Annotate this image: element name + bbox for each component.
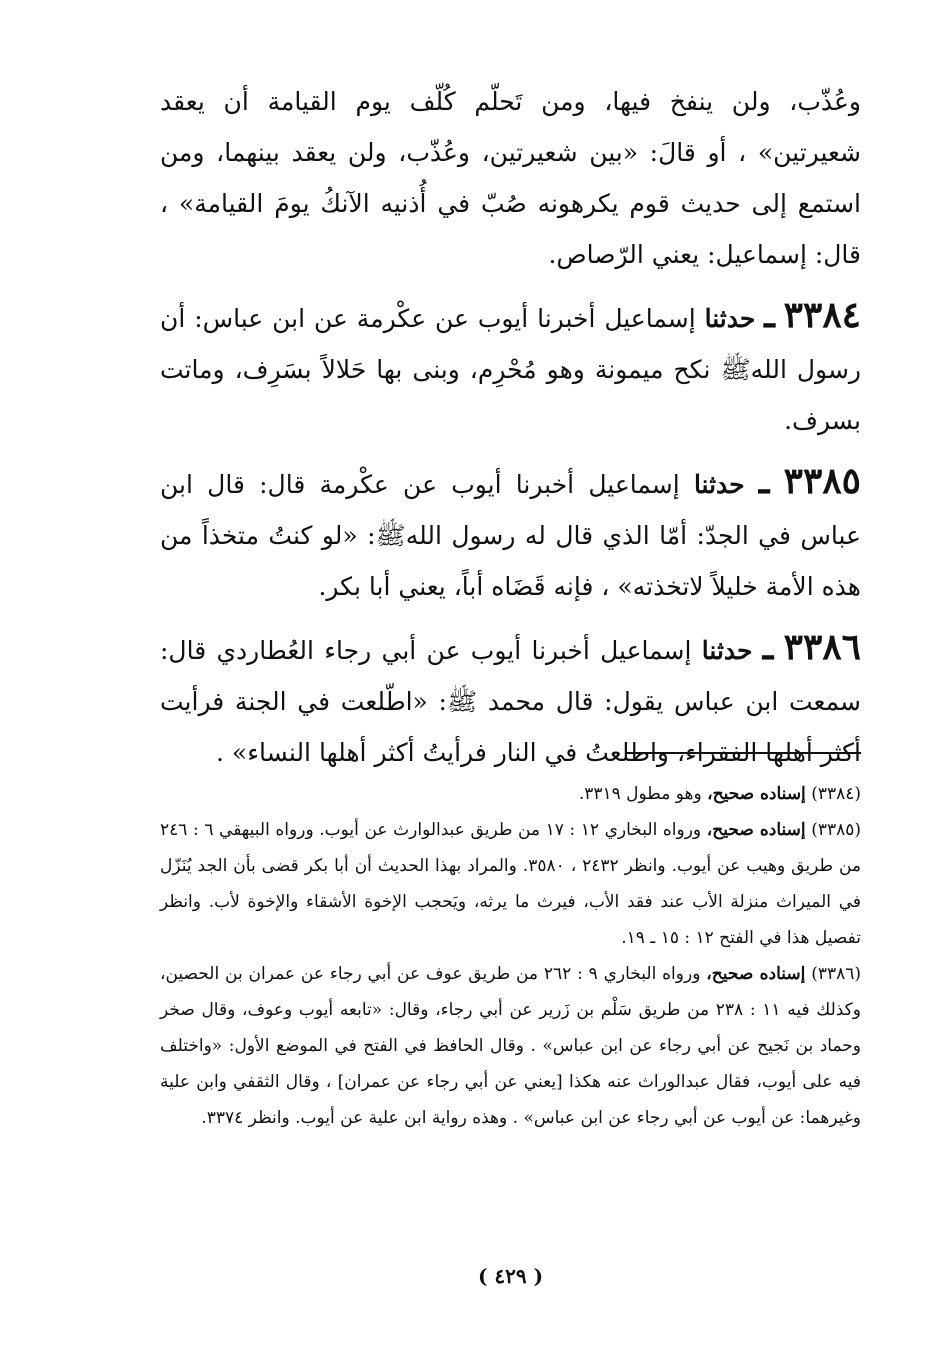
footnote-label: إسناده صحيح، [706,964,806,984]
footnote-text: وهو مطول ٣٣١٩. [578,784,702,804]
document-page [160,76,861,1303]
hadith-dash: ـ [762,626,774,668]
hadith-3386 [160,622,861,778]
footnote-3384 [160,776,861,812]
footnote-ref: (٣٣٨٥) [811,820,862,840]
hadith-number: ٣٣٨٦ [783,626,861,668]
footnote-3385 [160,812,861,956]
hadith-text: إسماعيل أخبرنا أيوب عن عكْرمة عن ابن عباس: أن رسول اللهﷺ نكح ميمونة وهو مُحْرِم، وبنى بها حَلالاً بسَرِف، وماتت بسرف. [160,304,861,435]
hadith-number: ٣٣٨٥ [783,460,861,502]
footnote-text: ورواه البخاري ٩ : ٢٦٢ من طريق عوف عن أبي رجاء عن عمران بن الحصين، وكذلك فيه ١١ : ٢٣٨ من طريق سَلْم بن زَرير عن أبي رجاء، وقال: «تابعه أيوب وعوف، وقال صخر وحماد بن نَجيح عن أبي رجاء عن ابن عباس» . وقال الحافظ في الفتح في الموضع الأول: «واختلف فيه على أيوب، فقال عبدالوراث عنه هكذا [يعني عن أبي رجاء عن عمران] ، وقال الثقفي وابن علية وغيرهما: عن أيوب عن أبي رجاء عن ابن عباس» . وهذه رواية ابن علية عن أيوب. وانظر ٣٣٧٤. [160,964,861,1128]
hadith-3385 [160,456,861,612]
hadith-3384 [160,290,861,446]
footnote-label: إسناده صحيح، [706,820,806,840]
main-text [160,76,861,778]
hadith-lead: حدثنا [693,470,745,499]
footnote-ref: (٣٣٨٤) [811,784,861,804]
footnote-3386 [160,956,861,1136]
footnote-separator [626,752,861,754]
footnotes [160,776,861,1136]
hadith-text: إسماعيل أخبرنا أيوب عن عكْرمة قال: قال ابن عباس في الجدّ: أمّا الذي قال له رسول اللهﷺ: «لو كنتُ متخذاً من هذه الأمة خليلاً لاتخذته» ، فإنه قَضَاه أباً، يعني أبا بكر. [160,470,861,601]
hadith-lead: حدثنا [704,304,756,333]
hadith-lead: حدثنا [701,636,753,665]
hadith-text: إسماعيل أخبرنا أيوب عن أبي رجاء العُطاردي قال: سمعت ابن عباس يقول: قال محمد ﷺ: «اطّلعت في الجنة فرأيت أكثر أهلها الفقراء، واطلعتُ في النار فرأيتُ أكثر أهلها النساء» . [160,636,861,767]
hadith-dash: ـ [764,294,775,336]
footnote-label: إسناده صحيح، [707,784,806,804]
footnote-text: ورواه البخاري ١٢ : ١٧ من طريق عبدالوارث عن أيوب. ورواه البيهقي ٦ : ٢٤٦ من طريق وهيب عن أيوب. وانظر ٢٤٣٢ ، ٣٥٨٠. والمراد بهذا الحديث أن أبا بكر قضى بأن الجد يُنَزّل في الميراث منزلة الأب عند فقد الأب، فيرث ما يرثه، ويَحجب الإخوة الأشقاء والإخوة لأب. وانظر تفصيل هذا في الفتح ١٢ : ١٥ ـ ١٩. [160,820,861,948]
page-number: ( ٤٢٩ ) [477,1264,544,1288]
hadith-number: ٣٣٨٤ [783,294,861,336]
hadith-dash: ـ [758,460,770,502]
footnote-ref: (٣٣٨٦) [811,964,862,984]
continuation-paragraph: وعُذّب، ولن ينفخ فيها، ومن تَحلّم كُلّف يوم القيامة أن يعقد شعيرتين» ، أو قالَ: «بين شعيرتين، وعُذّب، ولن يعقد بينهما، ومن استمع إلى حديث قوم يكرهونه صُبّ في أُذنيه الآنكُ يومَ القيامة» ، قال: إسماعيل: يعني الرّصاص. [160,87,861,269]
